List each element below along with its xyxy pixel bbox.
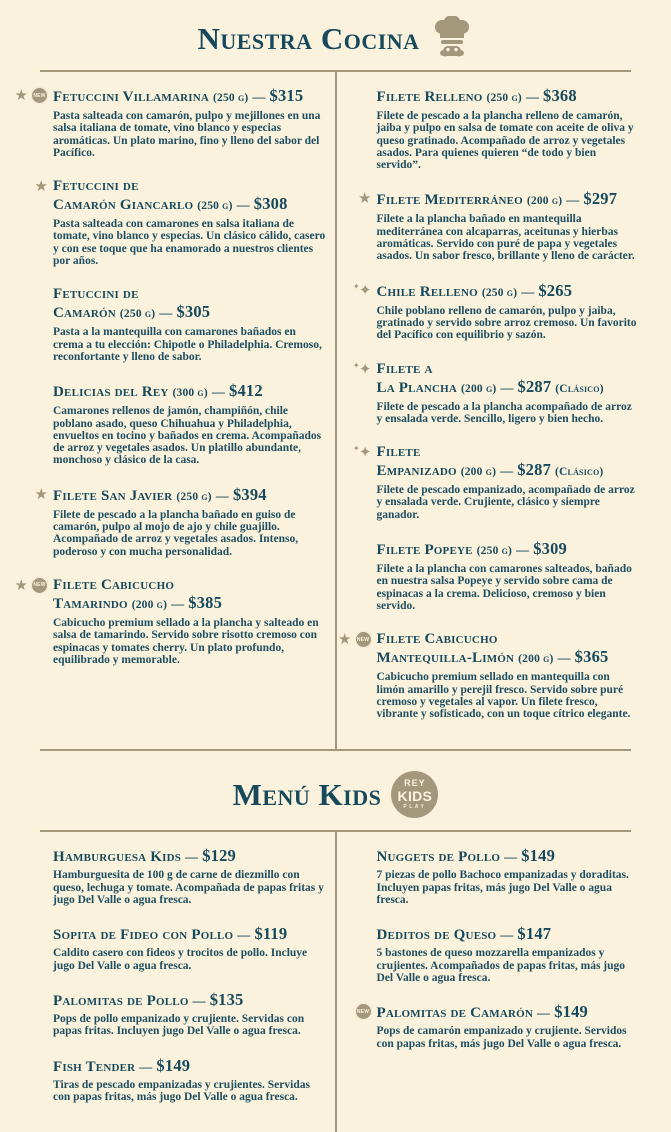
menu-item bbox=[20, 382, 328, 466]
item-name: Fetuccini Villamarina bbox=[53, 89, 210, 105]
price-dash: — bbox=[557, 650, 571, 666]
price-dash: — bbox=[525, 89, 540, 104]
item-size: (300 g) bbox=[172, 387, 208, 400]
item-name: Mantequilla-Limón bbox=[376, 650, 515, 667]
menu-item bbox=[344, 444, 640, 521]
menu-item bbox=[20, 178, 328, 267]
price-dash: — bbox=[192, 992, 206, 1008]
item-name: Filete bbox=[376, 444, 421, 461]
item-badges bbox=[336, 1003, 372, 1020]
item-title bbox=[53, 286, 328, 323]
item-name: Camarón bbox=[53, 305, 116, 322]
item-title bbox=[53, 847, 328, 866]
price-dash: — bbox=[139, 1058, 153, 1074]
item-price: $394 bbox=[232, 484, 267, 504]
item-price: $287 bbox=[517, 376, 552, 396]
item-size: (250 g) bbox=[476, 545, 513, 558]
price-dash: — bbox=[504, 849, 518, 865]
menu-item bbox=[20, 847, 328, 906]
kids-header bbox=[0, 751, 671, 830]
item-name: Filete Popeye bbox=[376, 542, 473, 559]
item-badges bbox=[12, 486, 48, 503]
item-name: Palomitas de Pollo bbox=[53, 992, 189, 1009]
star-icon: ★ bbox=[14, 86, 28, 104]
item-badges bbox=[12, 577, 48, 594]
item-name: Filete a bbox=[376, 360, 433, 377]
item-size: (250 g) bbox=[119, 308, 156, 321]
item-price: $412 bbox=[229, 381, 263, 401]
item-description: Filete de pescado a la plancha bañado en guiso de camarón, pulpo al mojo de ajo y chile guajillo. Acompañado de arroz y vegetales asados. Intenso, poderoso y con mucha personalidad. bbox=[53, 508, 299, 558]
item-title bbox=[377, 847, 640, 866]
item-price: $297 bbox=[583, 189, 618, 209]
item-title bbox=[53, 382, 328, 402]
menu-item bbox=[338, 630, 640, 721]
cocina-header bbox=[0, 0, 671, 70]
cocina-title: Nuestra Cocina bbox=[197, 21, 420, 56]
item-description: Filete de pescado a la plancha relleno de camarón, jaiba y pulpo en salsa de tomate con aceite de oliva y queso gratinado. Acompañado de arroz y vegetales asados. Para quienes quieren “de todo y bien servido”. bbox=[376, 110, 634, 172]
item-name: Tamarindo bbox=[53, 595, 128, 612]
sparkles-small-icon: ✦ bbox=[352, 281, 360, 291]
item-name: Filete San Javier bbox=[53, 487, 173, 504]
item-size: (250 g) bbox=[481, 286, 518, 299]
menu-item bbox=[344, 282, 640, 342]
price-dash: — bbox=[516, 542, 530, 558]
star-icon: ★ bbox=[14, 575, 28, 594]
item-name: Filete Relleno bbox=[376, 89, 483, 105]
item-badges bbox=[12, 178, 48, 195]
item-title bbox=[377, 190, 640, 210]
item-badges bbox=[12, 87, 48, 104]
item-name: Fetuccini de bbox=[53, 178, 139, 195]
new-badge-icon: NEW bbox=[31, 577, 48, 594]
star-icon: ★ bbox=[358, 189, 372, 208]
item-description: 5 bastones de queso mozzarella empanizados y crujientes. Acompañados de papas fritas, más jugo Del Valle o agua fresca. bbox=[376, 947, 626, 984]
item-title bbox=[377, 1003, 640, 1022]
menu-item bbox=[14, 86, 328, 159]
item-note: (Clásico) bbox=[555, 382, 604, 395]
item-description: Chile poblano relleno de camarón, pulpo y jaiba, gratinado y servido sobre arroz cremoso. Un favorito del Pacífico con equilibrio y sazón. bbox=[376, 304, 637, 342]
item-size: (200 g) bbox=[526, 195, 563, 208]
sparkles-icon: ✦ ✦ bbox=[352, 359, 372, 378]
item-name: Filete Cabicucho bbox=[53, 576, 175, 593]
item-price: $287 bbox=[517, 460, 552, 480]
item-name: Fetuccini de bbox=[53, 286, 139, 303]
price-dash: — bbox=[500, 927, 514, 943]
item-title bbox=[53, 1057, 328, 1076]
item-price: $315 bbox=[269, 86, 304, 105]
menu-item bbox=[20, 486, 328, 558]
item-price: $368 bbox=[543, 86, 577, 105]
kids-left-column bbox=[20, 847, 336, 1122]
price-dash: — bbox=[566, 192, 580, 208]
item-size: (250 g) bbox=[197, 200, 233, 213]
menu-item bbox=[344, 190, 640, 262]
price-dash: — bbox=[537, 1005, 551, 1021]
item-name: Filete Cabicucho bbox=[376, 631, 498, 648]
price-dash: — bbox=[159, 305, 173, 321]
new-badge-icon: NEW bbox=[355, 1003, 372, 1020]
price-dash: — bbox=[185, 849, 199, 865]
menu-item bbox=[344, 1003, 640, 1050]
menu-item bbox=[20, 925, 328, 972]
item-name: Chile Relleno bbox=[376, 283, 478, 300]
menu-item bbox=[344, 540, 640, 612]
item-name: Empanizado bbox=[376, 463, 457, 480]
rey-kids-play-badge-icon bbox=[391, 771, 438, 818]
menu-item bbox=[344, 925, 640, 984]
item-size: (250 g) bbox=[176, 490, 212, 503]
badge-line-play: PLAY bbox=[403, 804, 427, 811]
item-title bbox=[377, 444, 640, 481]
menu-item bbox=[20, 1057, 328, 1104]
item-size: (250 g) bbox=[212, 92, 249, 104]
item-title bbox=[377, 540, 640, 560]
price-dash: — bbox=[521, 283, 535, 299]
item-title bbox=[377, 631, 640, 668]
item-description: Filete de pescado a la plancha acompañado de arroz y ensalada verde. Sencillo, ligero y bien hecho. bbox=[376, 400, 632, 425]
item-title bbox=[377, 282, 640, 302]
item-name: Fish Tender bbox=[53, 1058, 136, 1075]
item-title bbox=[53, 486, 328, 506]
item-description: Tiras de pescado empanizadas y crujientes. Servidas con papas fritas, más jugo Del Valle o agua fresca. bbox=[53, 1078, 310, 1103]
item-name: Nuggets de Pollo bbox=[376, 849, 501, 866]
item-description: Filete a la plancha bañado en mantequilla mediterránea con alcaparras, aceitunas y hierbas aromáticas. Servido con puré de papa y vegetales asados. Un sabor fresco, brillante y lleno de carácter. bbox=[376, 213, 635, 263]
item-description: Cabicucho premium sellado a la plancha y salteado en salsa de tamarindo. Servido sobre risotto cremoso con espinacas y tomates cherry. Un plato profundo, equilibrado y memorable. bbox=[53, 616, 319, 666]
item-price: $129 bbox=[202, 846, 236, 866]
item-badges bbox=[336, 444, 372, 461]
kids-right-column bbox=[336, 847, 652, 1122]
chef-icon bbox=[430, 20, 474, 58]
item-description: Filete a la plancha con camarones salteados, bañado en nuestra salsa Popeye y servido sobre cama de espinacas a la crema. Delicioso, cremoso y bien servido. bbox=[376, 563, 632, 612]
item-price: $149 bbox=[156, 1055, 191, 1075]
star-icon: ★ bbox=[34, 177, 48, 196]
item-title bbox=[53, 178, 328, 215]
menu-item bbox=[20, 991, 328, 1038]
item-description: Hamburguesita de 100 g de carne de diezmillo con queso, lechuga y tomate. Acompañada de papas fritas y jugo Del Valle o agua fresca. bbox=[53, 869, 324, 907]
item-description: 7 piezas de pollo Bachoco empanizadas y doraditas. Incluyen papas fritas, más jugo Del Valle o agua fresca. bbox=[376, 869, 629, 907]
item-name: Sopita de Fideo con Pollo bbox=[53, 927, 234, 944]
item-name: La Plancha bbox=[376, 379, 458, 396]
item-description: Pops de camarón empanizado y crujiente. Servidos con papas fritas, más jugo Del Valle o agua fresca. bbox=[376, 1025, 627, 1050]
badge-line-kids: KIDS bbox=[397, 788, 433, 805]
item-title bbox=[53, 87, 328, 107]
item-name: Palomitas de Camarón bbox=[376, 1005, 534, 1022]
price-dash: — bbox=[211, 384, 226, 400]
item-title bbox=[53, 991, 328, 1010]
cocina-right-column bbox=[336, 87, 652, 739]
price-dash: — bbox=[215, 487, 229, 503]
item-description: Pasta a la mantequilla con camarones bañados en crema a tu elección: Chipotle o Philadelphia. Cremoso, reconfortante y lleno de sabor. bbox=[53, 326, 322, 363]
new-badge-icon: NEW bbox=[355, 631, 372, 648]
price-dash: — bbox=[236, 197, 250, 213]
cocina-left-column bbox=[14, 86, 336, 739]
badge-line-rey: REY bbox=[404, 778, 426, 789]
item-price: $305 bbox=[176, 302, 211, 322]
sparkles-icon: ✦ ✦ bbox=[352, 443, 372, 462]
price-dash: — bbox=[252, 89, 266, 104]
item-title bbox=[377, 361, 640, 398]
item-title bbox=[377, 925, 640, 944]
sparkles-icon: ✦ ✦ bbox=[352, 280, 372, 299]
item-size: (200 g) bbox=[518, 653, 554, 666]
item-description: Filete de pescado empanizado, acompañado de arroz y ensalada verde. Crujiente, clásico y siempre ganador. bbox=[376, 484, 635, 521]
item-title bbox=[377, 87, 640, 107]
menu-item bbox=[20, 286, 328, 363]
item-price: $365 bbox=[574, 647, 609, 667]
kids-title: Menú Kids bbox=[232, 776, 382, 812]
star-icon: ★ bbox=[338, 630, 352, 649]
item-price: $119 bbox=[254, 924, 288, 944]
item-name: Camarón Giancarlo bbox=[53, 197, 194, 214]
item-description: Pops de pollo empanizado y crujiente. Servidas con papas fritas. Incluyen jugo Del Valle o agua fresca. bbox=[53, 1012, 305, 1038]
item-price: $149 bbox=[521, 846, 556, 866]
price-dash: — bbox=[237, 927, 251, 943]
item-badges bbox=[336, 631, 372, 648]
item-description: Camarones rellenos de jamón, champiñón, chile poblano asado, queso Chihuahua y Philadelphia, envueltos en tocino y bañados en crema. Acompañados de arroz y vegetales asados. Un platillo abundante, monchoso y clásico de la casa. bbox=[53, 405, 322, 467]
item-note: (Clásico) bbox=[555, 466, 604, 479]
menu-item bbox=[344, 87, 640, 171]
item-name: Deditos de Queso bbox=[376, 927, 497, 944]
item-price: $309 bbox=[533, 539, 567, 559]
item-price: $147 bbox=[517, 924, 552, 944]
price-dash: — bbox=[171, 595, 185, 611]
item-title bbox=[53, 577, 328, 614]
item-name: Delicias del Rey bbox=[53, 384, 169, 401]
item-badges bbox=[336, 190, 372, 207]
item-price: $149 bbox=[554, 1002, 588, 1022]
item-description: Pasta salteada con camarón, pulpo y mejillones en una salsa italiana de tomate, vino blanco y especias aromáticas. Un plato marino, fino y lleno del sabor del Pacífico. bbox=[53, 110, 321, 159]
item-name: Filete Mediterráneo bbox=[376, 192, 523, 209]
item-badges bbox=[336, 361, 372, 378]
sparkles-small-icon: ✦ bbox=[352, 444, 360, 454]
item-description: Caldito casero con fideos y trocitos de pollo. Incluye jugo Del Valle o agua fresca. bbox=[53, 947, 308, 972]
item-price: $135 bbox=[209, 989, 244, 1009]
item-name: Hamburguesa Kids bbox=[53, 849, 182, 866]
kids-columns bbox=[0, 832, 671, 1132]
item-description: Cabicucho premium sellado en mantequilla con limón amarillo y perejil fresco. Servido sobre puré cremoso y vegetales al vapor. Un filete fresco, vibrante y sofisticado, con un toque cítrico elegante. bbox=[376, 671, 631, 721]
menu-item bbox=[344, 847, 640, 906]
star-icon: ★ bbox=[34, 484, 48, 503]
price-dash: — bbox=[500, 463, 514, 479]
price-dash: — bbox=[500, 379, 514, 395]
item-size: (250 g) bbox=[486, 92, 522, 104]
item-size: (200 g) bbox=[460, 466, 497, 479]
item-description: Pasta salteada con camarones en salsa italiana de tomate, vino blanco y especias. Un clásico cálido, casero y con ese toque que ha enamorado a nuestros clientes por años. bbox=[53, 218, 326, 268]
sparkles-small-icon: ✦ bbox=[352, 360, 360, 370]
item-size: (200 g) bbox=[131, 598, 168, 611]
cocina-columns bbox=[0, 72, 671, 749]
item-size: (200 g) bbox=[460, 382, 497, 395]
item-price: $385 bbox=[188, 592, 223, 612]
item-title bbox=[53, 925, 328, 944]
item-price: $265 bbox=[538, 280, 573, 300]
new-badge-icon: NEW bbox=[31, 87, 48, 104]
menu-item bbox=[344, 361, 640, 426]
menu-item bbox=[14, 575, 328, 666]
item-price: $308 bbox=[253, 194, 288, 214]
item-badges bbox=[336, 282, 372, 299]
